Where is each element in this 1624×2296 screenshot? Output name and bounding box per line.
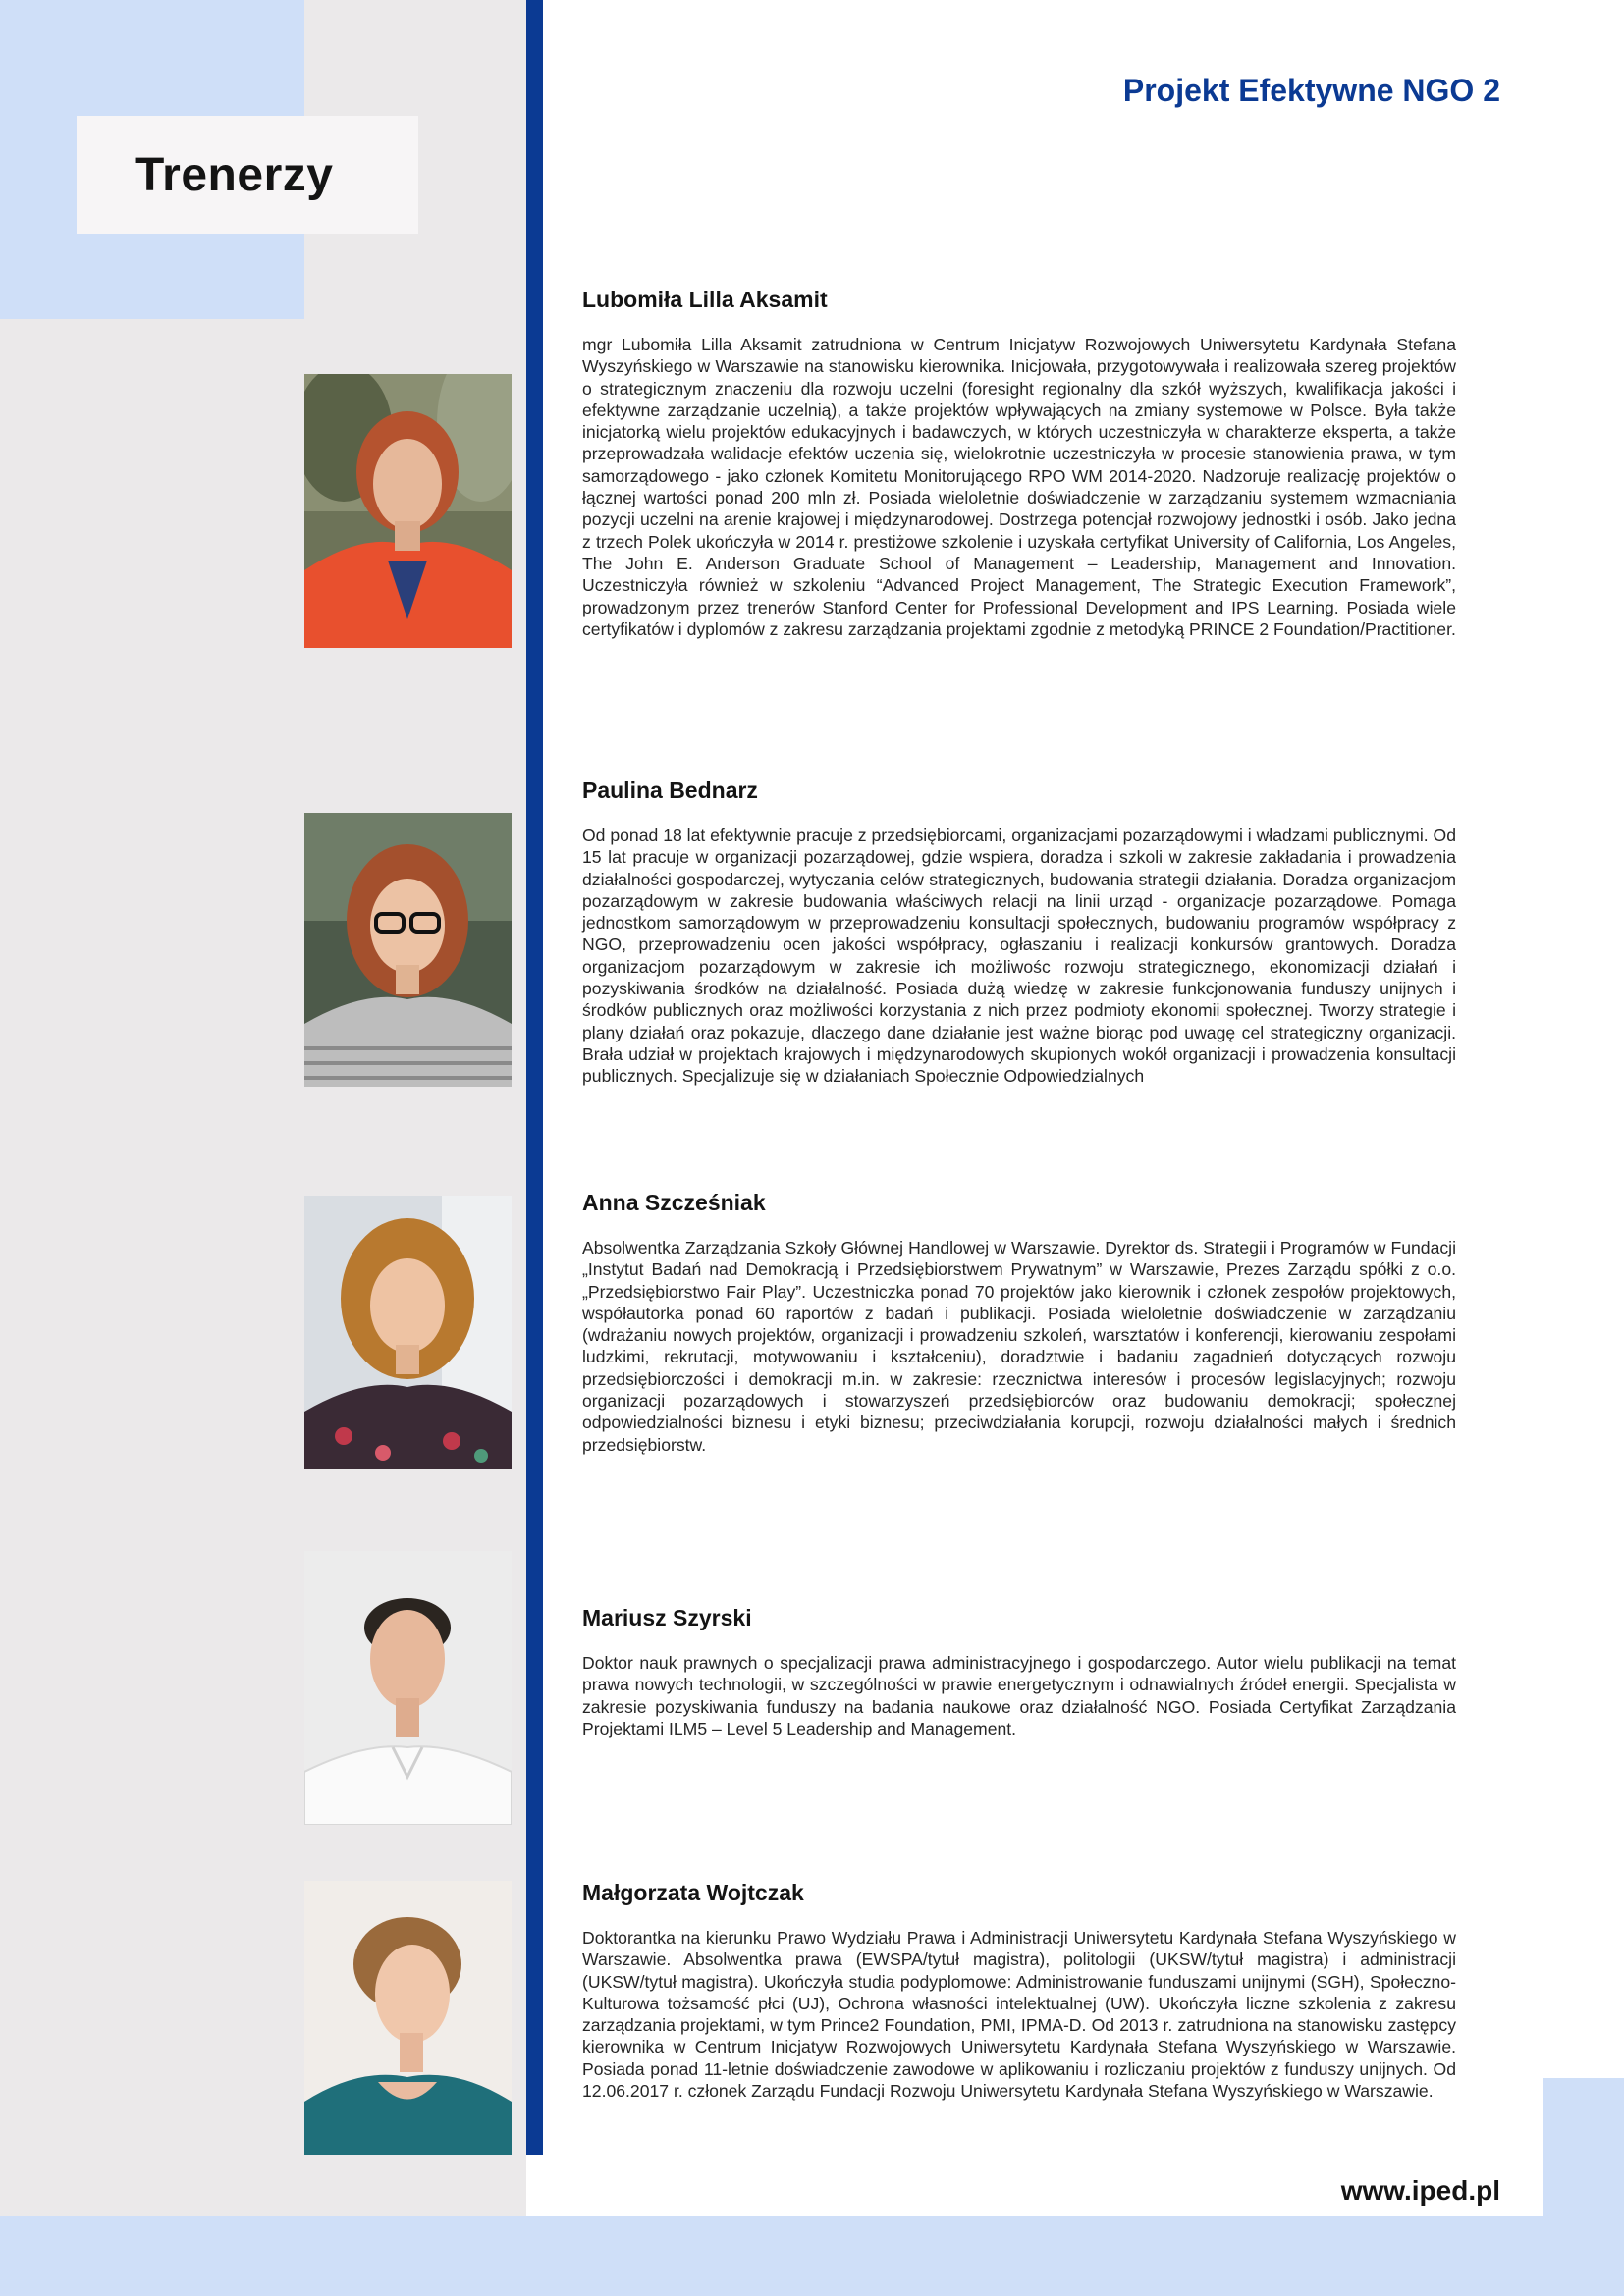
- trainer-photo-bednarz: [304, 813, 512, 1087]
- trainer-bio: Doktorantka na kierunku Prawo Wydziału Prawa i Administracji Uniwersytetu Kardynała Stefana Wyszyńskiego w Warszawie. Absolwentka prawa (EWSPA/tytuł magistra), politologii (UKSW/tytuł magistra) i administracji (UKSW/tytuł magistra). Ukończyła studia podyplomowe: Administrowanie funduszami unijnymi (SGH), Społeczno-Kulturowa tożsamość płci (UJ), Ochrona własności intelektualnej (UW). Ukończyła liczne szkolenia z zakresu zarządzania projektami, w tym Prince2 Foundation, PMI, IPMA-D. Od 2013 r. zatrudniona na stanowisku zastępcy kierownika w Centrum Inicjatyw Rozwojowych Uniwersytetu Kardynała Stefana Wyszyńskiego w Warszawie. Posiada ponad 11-letnie doświadczenie zawodowe w aplikowaniu i rozliczaniu projektów z funduszy unijnych. Od 12.06.2017 r. członek Zarządu Fundacji Rozwoju Uniwersytetu Kardynała Stefana Wyszyńskiego w Warszawie.: [582, 1928, 1456, 2102]
- trainer-bio: mgr Lubomiła Lilla Aksamit zatrudniona w Centrum Inicjatyw Rozwojowych Uniwersytetu Kardynała Stefana Wyszyńskiego w Warszawie na stanowisku kierownika. Inicjowała, przygotowywała i realizowała szereg projektów o strategicznym znaczeniu dla rozwoju uczelni (foresight regionalny dla szkół wyższych, kwalifikacja jakości i efektywne zarządzanie uczelnią), a także projektów wpływających na zmiany systemowe w Polsce. Była także inicjatorką wielu projektów edukacyjnych i badawczych, w których uczestniczyła w charakterze eksperta, a także przeprowadzała walidacje efektów uczenia się, wielokrotnie uczestniczyła w procesie stanowienia prawa, w tym samorządowego - jako członek Komitetu Monitorującego RPO WM 2014-2020. Nadzoruje realizację projektów o łącznej wartości ponad 200 mln zł. Posiada wieloletnie doświadczenie w zarządzaniu systemem wzmacniania pozycji uczelni na arenie krajowej i międzynarodowej. Dostrzega potencjał rozwojowy jednostki i osób. Jako jedna z trzech Polek ukończyła w 2014 r. prestiżowe szkolenie i uzyskała certyfikat University of California, Los Angeles, The John E. Anderson Graduate School of Management – Leadership, Management and Innovation. Uczestniczyła również w szkoleniu “Advanced Project Management, The Strategic Execution Framework”, prowadzonym przez trenerów Stanford Center for Professional Development and IPS Learning. Posiada wiele certyfikatów i dyplomów z zakresu zarządzania projektami zgodnie z metodyką PRINCE 2 Foundation/Practitioner.: [582, 335, 1456, 639]
- website-link[interactable]: www.iped.pl: [1340, 2175, 1500, 2206]
- trainer-photo-szyrski: [304, 1551, 512, 1825]
- trainer-name: Małgorzata Wojtczak: [582, 1880, 804, 1905]
- trainer-name: Mariusz Szyrski: [582, 1605, 752, 1630]
- trainer-name: Anna Szcześniak: [582, 1190, 766, 1215]
- vertical-accent-bar: [526, 0, 543, 2155]
- trainer-photo-szczesniak: [304, 1196, 512, 1469]
- section-title: Trenerzy: [135, 148, 334, 201]
- trainer-name: Paulina Bednarz: [582, 777, 758, 803]
- trainer-bio: Absolwentka Zarządzania Szkoły Głównej Handlowej w Warszawie. Dyrektor ds. Strategii i Programów w Fundacji „Instytut Badań nad Demokracją i Przedsiębiorstwem Prywatnym” w Warszawie, Prezes Zarządu spółki z o.o. „Przedsiębiorstwo Fair Play”. Uczestniczka ponad 70 projektów jako kierownik i członek zespołów projektowych, współautorka ponad 60 raportów z badań i publikacji. Posiada wieloletnie doświadczenie w zarządzaniu (wdrażaniu nowych projektów, organizacji i prowadzeniu szkoleń, warsztatów i konferencji, kierowaniu zespołami ludzkimi, rekrutacji, motywowaniu i kształceniu), doradztwie i badaniu zagadnień dotyczących rozwoju przedsiębiorczości i demokracji m.in. w zakresie: rzecznictwa interesów i procesów legislacyjnych; rozwoju organizacji pozarządowych i stowarzyszeń przedsiębiorców oraz budowaniu demokracji; społecznej odpowiedzialności biznesu i etyki biznesu; przeciwdziałania korupcji, rozwoju działalności małych i średnich przedsiębiorstw.: [582, 1238, 1456, 1455]
- bottom-blue-band: [0, 2216, 1624, 2296]
- trainer-photo-aksamit: [304, 374, 512, 648]
- project-title: Projekt Efektywne NGO 2: [1122, 73, 1500, 108]
- trainer-bio: Od ponad 18 lat efektywnie pracuje z przedsiębiorcami, organizacjami pozarządowymi i władzami publicznymi. Od 15 lat pracuje w organizacji pozarządowej, gdzie wspiera, doradza i szkoli w zakresie zakładania i prowadzenia działalności gospodarczej, wytyczania celów strategicznych, budowania strategii działania. Doradza organizacjom pozarządowym w zakresie budowania właściwych relacji na linii urząd - organizacje pozarządowe. Pomaga jednostkom samorządowym w przeprowadzeniu konsultacji społecznych, budowaniu programów współpracy z NGO, przeprowadzeniu ocen jakości współpracy, ogłaszaniu i realizacji konkursów grantowych. Doradza organizacjom pozarządowym w zakresie ich możliwośc rozwoju strategicznego, ekonomizacji działań i pozyskiwania środków na działalność. Posiada dużą wiedzę w zakresie funkcjonowania funduszy unijnych i środków publicznych oraz możliwości korzystania z nich przez podmioty ekonomii społecznej. Tworzy strategie i plany działań oraz pokazuje, dlaczego dane działanie jest ważne biorąc pod uwagę cel strategiczny organizacji. Brała udział w projektach krajowych i międzynarodowych skupionych wokół organizacji i prowadzenia konsultacji publicznych. Specjalizuje się w działaniach Społecznie Odpowiedzialnych: [582, 826, 1456, 1087]
- trainer-name: Lubomiła Lilla Aksamit: [582, 287, 828, 312]
- trainer-bio: Doktor nauk prawnych o specjalizacji prawa administracyjnego i gospodarczego. Autor wielu publikacji na temat prawa nowych technologii, w szczególności w prawie energetycznym i odnawialnych źródeł energii. Specjalista w zakresie pozyskiwania funduszy na badania naukowe oraz działalność NGO. Posiada Certyfikat Zarządzania Projektami ILM5 – Level 5 Leadership and Management.: [582, 1653, 1456, 1738]
- trainer-photo-wojtczak: [304, 1881, 512, 2155]
- section-title-box: [77, 116, 418, 234]
- bottom-right-blue-block: [1543, 2078, 1624, 2296]
